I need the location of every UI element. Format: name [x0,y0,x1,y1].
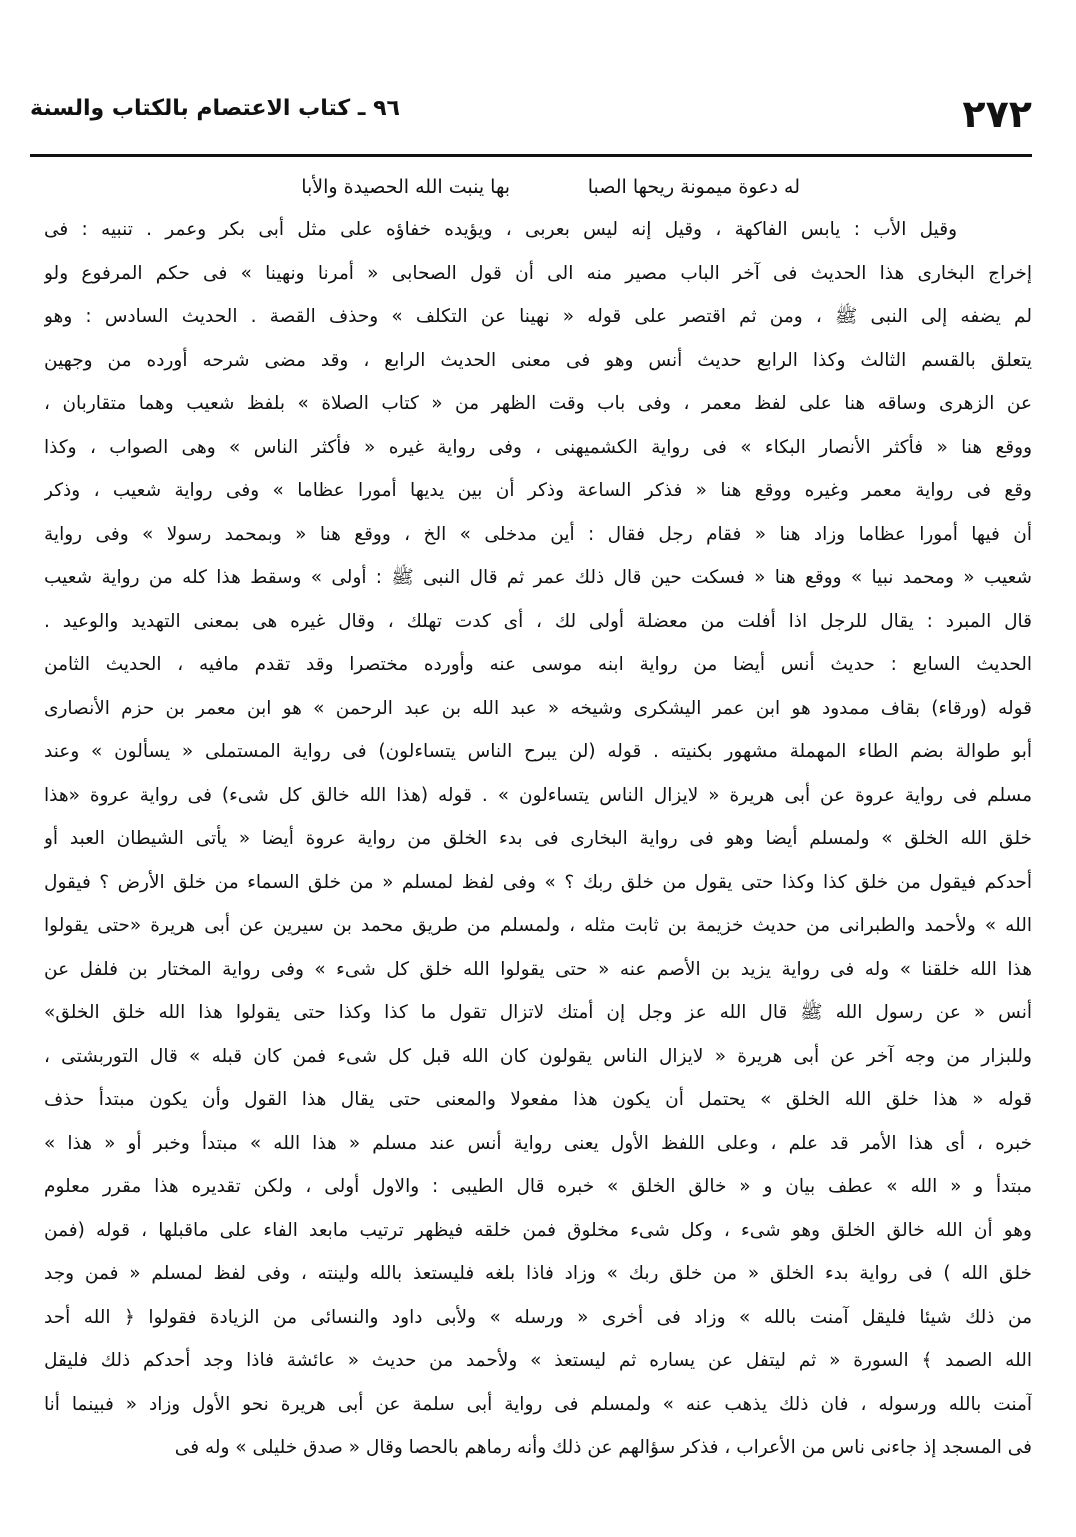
text-line: وقع فى رواية معمر وغيره ووقع هنا « فذكر الساعة وذكر أن بين يديها أمورا عظاما » وفى رواية شعيب ، وذكر [44,480,1032,501]
running-title: ٩٦ ـ كتاب الاعتصام بالكتاب والسنة [30,96,400,121]
text-line: فى المسجد إذ جاءنى ناس من الأعراب ، فذكر سؤالهم عن ذلك وأنه رماهم بالحصا وقال « صدق خليلى » وله فى [174,1437,1032,1458]
text-line: خلق الله الخلق » ولمسلم أيضا وهو فى رواية البخارى فى بدء الخلق من رواية عروة أيضا « يأتى الشيطان العبد أو [44,828,1032,849]
page-number: ٢٧٢ [962,92,1032,136]
text-line: آمنت بالله ورسوله ، فان ذلك يذهب عنه » ولمسلم فى رواية أبى سلمة عن أبى هريرة نحو الأول وزاد « فبينما أنا [44,1393,1032,1415]
text-line: قوله (ورقاء) بقاف ممدود هو ابن عمر اليشكرى وشيخه « عبد الله بن عبد الرحمن » هو ابن معمر بن حزم الأنصارى [44,697,1032,719]
text-line: خلق الله ) فى رواية بدء الخلق « من خلق ربك » وزاد فاذا بلغه فليستعذ بالله ولينته ، وفى لفظ لمسلم « فمن وجد [44,1263,1032,1284]
text-line: عن الزهرى وساقه هنا على لفظ معمر ، وفى باب وقت الظهر من « كتاب الصلاة » بلفظ شعيب وهما متقاربان ، [44,393,1032,414]
text-line: هذا الله خلقنا » وله فى رواية يزيد بن الأصم عنه « حتى يقولوا الله خلق كل شىء » وفى رواية المختار بن فلفل عن [44,958,1032,980]
text-line: يتعلق بالقسم الثالث وكذا الرابع حديث أنس وهو فى معنى الحديث الرابع ، وقد مضى شرحه أورده من وجهين [44,349,1032,371]
text-line: خبره ، أى هذا الأمر قد علم ، وعلى اللفظ الأول يعنى رواية أنس عند مسلم « هذا الله » مبتدأ وخبر أو « هذا » [44,1132,1032,1154]
text-line: أبو طوالة بضم الطاء المهملة مشهور بكنيته . قوله (لن يبرح الناس يتساءلون) فى رواية المستملى « يسألون » وعند [44,741,1032,762]
text-line: الله الصمد ﴾ السورة « ثم ليتفل عن يساره ثم ليستعذ » ولأحمد من حديث « عائشة فاذا وجد أحدكم ذلك فليقل [44,1350,1032,1371]
text-line: وللبزار من وجه آخر عن أبى هريرة « لايزال الناس يقولون كان الله قبل كل شىء فمن كان قبله » قال التوربشتى ، [44,1045,1032,1067]
text-line: لم يضفه إلى النبى ﷺ ، ومن ثم اقتصر على قوله « نهينا عن التكلف » وحذف القصة . الحديث السادس : وهو [44,306,1032,327]
text-line: ووقع هنا « فأكثر الأنصار البكاء » فى رواية الكشميهنى ، وفى رواية غيره « فأكثر الناس » وهى الصواب ، وكذا [44,436,1032,458]
text-line: مسلم فى رواية عروة عن أبى هريرة « لايزال الناس يتساءلون » . قوله (هذا الله خالق كل شىء) فى رواية عروة «هذا [44,784,1032,806]
text-line: أحدكم فيقول من خلق كذا وكذا حتى يقول من خلق ربك ؟ » وفى لفظ لمسلم « من خلق السماء من خلق الأرض ؟ فيقول [44,871,1032,893]
text-line: قال المبرد : يقال للرجل اذا أفلت من معضلة أولى لك ، أى كدت تهلك ، وقال غيره هى بمعنى التهديد والوعيد . [44,610,1032,632]
text-line: أنس « عن رسول الله ﷺ قال الله عز وجل إن أمتك لاتزال تقول ما كذا وكذا حتى يقولوا هذا الله خلق الخلق» [44,1002,1032,1023]
text-line: أن فيها أمورا عظاما وزاد هنا « فقام رجل فقال : أين مدخلى » الخ ، ووقع هنا « وبمحمد رسولا » وفى رواية [44,523,1032,545]
text-line: من ذلك شيئا فليقل آمنت بالله » وزاد فى أخرى « ورسله » ولأبى داود والنسائى من الزيادة فقولوا ﴿ الله أحد [44,1306,1032,1328]
text-line: الله » ولأحمد والطبرانى من حديث خزيمة بن ثابت مثله ، ولمسلم من طريق محمد بن سيرين عن أبى هريرة «حتى يقولوا [44,915,1032,936]
text-line: الحديث السابع : حديث أنس أيضا من رواية ابنه موسى عنه وأورده مختصرا وقد تقدم مافيه ، الحديث الثامن [44,654,1032,675]
verse-second-hemistich: بها ينبت الله الحصيدة والأبا [301,176,510,198]
text-line: إخراج البخارى هذا الحديث فى آخر الباب مصير منه الى أن قول الصحابى « أمرنا ونهينا » فى حكم المرفوع ولو [44,262,1032,284]
body-text [44,208,1032,1470]
text-line: قوله « هذا خلق الله الخلق » يحتمل أن يكون هذا مفعولا والمعنى حتى يقال هذا القول وأن يكون مبتدأ حذف [44,1089,1032,1110]
text-line: شعيب « ومحمد نبيا » ووقع هنا « فسكت حين قال ذلك عمر ثم قال النبى ﷺ : أولى » وسقط هذا كله من رواية شعيب [44,567,1032,588]
header-rule [30,154,1032,157]
text-line: مبتدأ و « الله » عطف بيان و « خالق الخلق » خبره قال الطيبى : والاول أولى ، ولكن تقديره هذا مقرر معلوم [44,1176,1032,1197]
text-line: وقيل الأب : يابس الفاكهة ، وقيل إنه ليس بعربى ، ويؤيده خفاؤه على مثل أبى بكر وعمر . تنبيه : فى [44,219,957,240]
text-line: وهو أن الله خالق الخلق وهو شىء ، وكل شىء مخلوق فمن خلقه فيظهر ترتيب مابعد الفاء على ماقبلها ، قوله (فمن [44,1219,1032,1241]
verse-first-hemistich: له دعوة ميمونة ريحها الصبا [587,176,800,198]
